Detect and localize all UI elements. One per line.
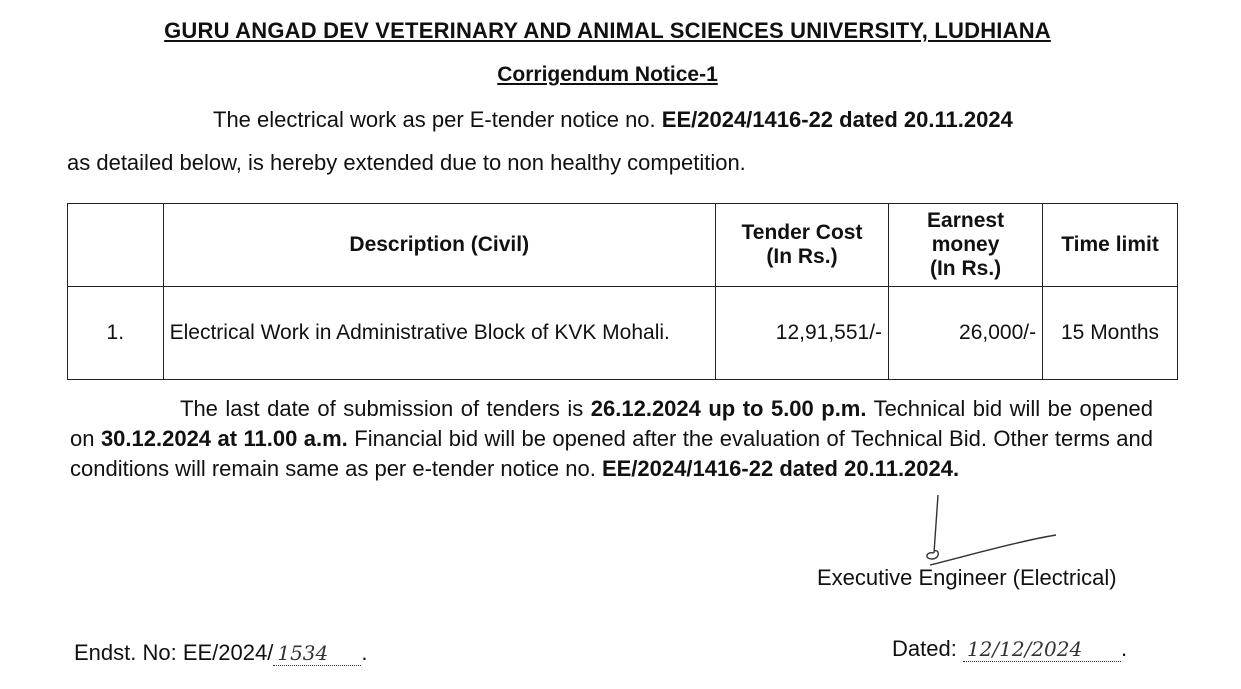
para-text-3: Financial bid will be opened after the evaluation of Technical Bid. Other terms and conditions will remain same as per e-tender notice no. (70, 426, 1153, 481)
dated-line: Dated: 12/12/2024 . (892, 636, 1128, 661)
endorsement-number: Endst. No: EE/2024/ 1534 . (74, 640, 368, 665)
header-tender-cost-line1: Tender Cost (741, 221, 863, 244)
header-earnest-line2: money (931, 233, 1000, 256)
designation: Executive Engineer (Electrical) (817, 565, 1117, 590)
submission-paragraph (70, 394, 1153, 484)
dated-label: Dated: (892, 636, 957, 661)
cell-description: Electrical Work in Administrative Block of KVK Mohali. (163, 287, 715, 380)
header-earnest-money (889, 204, 1043, 287)
endst-label: Endst. No: EE/2024/ (74, 640, 274, 665)
table-header-row (68, 204, 1178, 287)
intro-reference: EE/2024/1416-22 dated 20.11.2024 (661, 107, 1013, 132)
tender-table (67, 203, 1178, 380)
dated-handwritten-value: 12/12/2024 (963, 637, 1121, 662)
endst-handwritten-number: 1534 (273, 641, 361, 666)
para-text-1: The last date of submission of tenders is (180, 396, 584, 421)
university-name: GURU ANGAD DEV VETERINARY AND ANIMAL SCIENCES UNIVERSITY, LUDHIANA (164, 18, 1051, 43)
cell-tender-cost: 12,91,551/- (715, 287, 888, 380)
header-tender-cost-line2: (In Rs.) (766, 245, 838, 268)
header-sn (68, 204, 164, 287)
header-tender-cost (715, 204, 888, 287)
header-earnest-line1: Earnest (927, 209, 1005, 232)
table-row (68, 287, 1178, 380)
header-time-limit: Time limit (1043, 204, 1178, 287)
header-earnest-line3: (In Rs.) (929, 257, 1002, 280)
intro-line-2: as detailed below, is hereby extended due to non healthy competition. (67, 150, 746, 175)
para-text-2: Technical bid will be opened on (70, 396, 1153, 451)
tender-reference: EE/2024/1416-22 dated 20.11.2024. (601, 456, 960, 481)
notice-title: Corrigendum Notice-1 (497, 63, 718, 86)
intro-line-1 (213, 107, 1013, 133)
header-description: Description (Civil) (163, 204, 715, 287)
cell-sn: 1. (68, 287, 164, 380)
cell-earnest-money: 26,000/- (889, 287, 1043, 380)
cell-time-limit: 15 Months (1043, 287, 1178, 380)
submission-deadline: 26.12.2024 up to 5.00 p.m. (590, 396, 867, 421)
technical-bid-opening: 30.12.2024 at 11.00 a.m. (100, 426, 348, 451)
intro-text: The electrical work as per E-tender notice no. (213, 107, 656, 132)
